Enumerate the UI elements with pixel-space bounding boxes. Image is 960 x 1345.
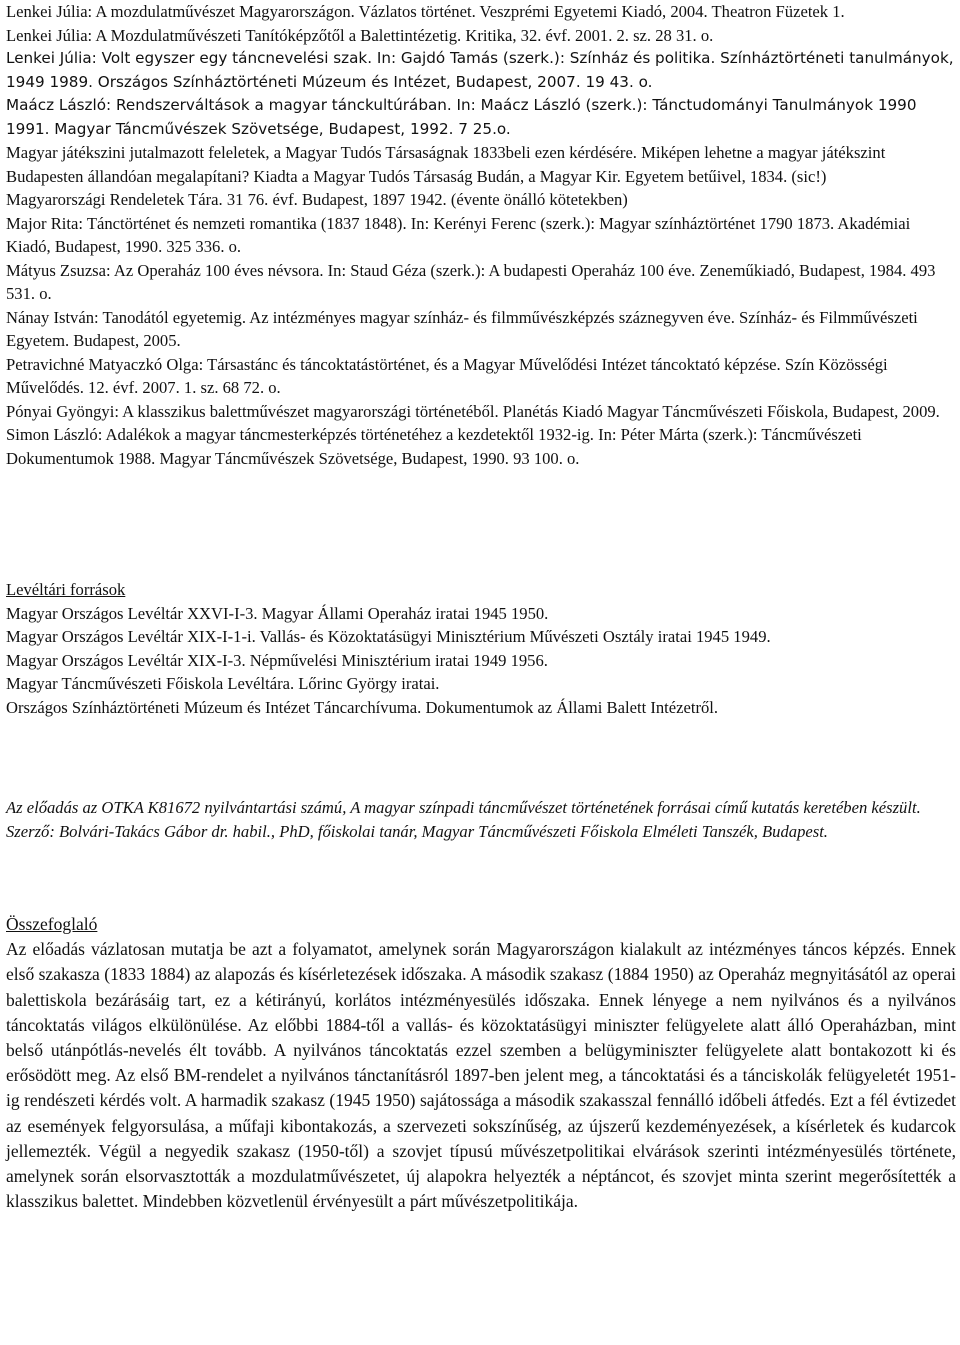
reference-entry: Major Rita: Tánctörténet és nemzeti romantika (1837 1848). In: Kerényi Ferenc (szerk.): Magyar színháztörténet 1790 1873. Akadémiai Kiadó, Budapest, 1990. 325 336. o. xyxy=(6,213,911,256)
archive-source-item: Országos Színháztörténeti Múzeum és Intézet Táncarchívuma. Dokumentumok az Állami Balett Intézetről. xyxy=(6,697,719,717)
reference-entry: Lenkei Júlia: Volt egyszer egy táncnevelési szak. In: Gajdó Tamás (szerk.): Színház és politika. Színháztörténeti tanulmányok, 1949 1989. Országos Színháztörténeti Múzeum és Intézet, Budapest, 2007. 19 43. o. xyxy=(6,49,954,91)
reference-entry: Magyarországi Rendeletek Tára. 31 76. évf. Budapest, 1897 1942. (évente önálló kötetekben) xyxy=(6,190,628,209)
archive-source-item: Magyar Országos Levéltár XIX-I-1-i. Vallás- és Közoktatásügyi Minisztérium Művészeti Osztály iratai 1945 1949. xyxy=(6,627,771,646)
summary-section xyxy=(6,912,956,1214)
acknowledgement-note: Az előadás az OTKA K81672 nyilvántartási számú, A magyar színpadi táncművészet történetének forrásai című kutatás keretében készült. Szerző: Bolvári-Takács Gábor dr. habil., PhD, főiskolai tanár, Magyar Táncművészeti Főiskola Elméleti Tanszék, Budapest. xyxy=(6,798,921,841)
reference-entry: Mátyus Zsuzsa: Az Operaház 100 éves névsora. In: Staud Géza (szerk.): A budapesti Operaház 100 éve. Zeneműkiadó, Budapest, 1984. 493 531. o. xyxy=(6,260,936,303)
archive-source-item: Magyar Országos Levéltár XIX-I-3. Népművelési Minisztérium iratai 1949 1956. xyxy=(6,650,548,670)
archive-sources-heading: Levéltári források xyxy=(6,580,126,599)
reference-entry: Lenkei Júlia: A Mozdulatművészeti Tanítóképzőtől a Balettintézetig. Kritika, 32. évf. 2001. 2. sz. 28 31. o. xyxy=(6,25,714,45)
summary-text: Az előadás vázlatosan mutatja be azt a folyamatot, amelynek során Magyarországon kialakult az intézményes táncos képzés. Ennek első szakasza (1833 1884) az alapozás és kísérletezések időszaka. A második szakasz (1884 1950) az Operaház megnyitásától az operai balettiskola bezárásáig tart, ez a kétirányú, korlátos intézményesülés időszaka. Ennek lényege a nem nyilvános és a nyilvános táncoktatás világos elkülönülése. Az előbbi 1884-től a vallás- és közoktatásügyi miniszter felügyelete alatt álló Operaházban, mint belső utánpótlás-nevelés élt tovább. A nyilvános táncoktatás ezzel szemben a belügyminiszter felügyelete alatt bontakozott ki és erősödött meg. Az első BM-rendelet a nyilvános tánctanításról 1897-ben jelent meg, a táncoktatási és a tánciskolák felügyeletét 1951-ig rendészeti kérdés volt. A harmadik szakasz (1945 1950) sajátossága a második szakasszal fennálló időbeli átfedés. Ezt a fél évtizedet az események felgyorsulása, a műfaji kibontakozás, a szervezeti sokszínűség, az újszerű kezdeményezések, a kísérletek és kudarcok jellemezték. Végül a negyedik szakasz (1950-től) a szovjet típusú művészetpolitikai elvárások szerinti intézményesülés története, amelynek során elsorvasztották a mozdulatművészetet, új alapokra helyezték a néptáncot, és szovjet minta szerint megerősítették a klasszikus balettet. Mindebben közvetlenül érvényesült a párt művészetpolitikája. xyxy=(6,939,956,1212)
reference-entry: Simon László: Adalékok a magyar táncmesterképzés történetéhez a kezdetektől 1932-ig. In: Péter Márta (szerk.): Táncművészeti Dokumentumok 1988. Magyar Táncművészek Szövetsége, Budapest, 1990. 93 100. o. xyxy=(6,425,862,468)
archive-sources-section xyxy=(6,578,956,719)
reference-entry: Lenkei Júlia: A mozdulatművészet Magyarországon. Vázlatos történet. Veszprémi Egyetemi Kiadó, 2004. Theatron Füzetek 1. xyxy=(6,2,845,21)
summary-heading: Összefoglaló xyxy=(6,914,98,934)
reference-list xyxy=(6,0,956,470)
reference-entry: Pónyai Gyöngyi: A klasszikus balettművészet magyarországi történetéből. Planétás Kiadó Magyar Táncművészeti Főiskola, Budapest, 2009. xyxy=(6,401,940,421)
archive-source-item: Magyar Országos Levéltár XXVI-I-3. Magyar Állami Operaház iratai 1945 1950. xyxy=(6,603,549,623)
reference-entry: Magyar játékszini jutalmazott feleletek, a Magyar Tudós Társaságnak 1833beli ezen kérdésére. Miképen lehetne a magyar játékszint Budapesten állandóan megalapítani? Kiadta a Magyar Tudós Társaság Budán, a Magyar Kir. Egyetem betűivel, 1834. (sic!) xyxy=(6,143,886,186)
reference-entry: Petravichné Matyaczkó Olga: Társastánc és táncoktatástörténet, és a Magyar Művelődési Intézet táncoktató képzése. Szín Közösségi Művelődés. 12. évf. 2007. 1. sz. 68 72. o. xyxy=(6,354,888,397)
reference-entry: Nánay István: Tanodától egyetemig. Az intézményes magyar színház- és filmművészképzés száznegyven éve. Színház- és Filmművészeti Egyetem. Budapest, 2005. xyxy=(6,307,918,350)
reference-entry: Maácz László: Rendszerváltások a magyar tánckultúrában. In: Maácz László (szerk.): Tánctudományi Tanulmányok 1990 1991. Magyar Táncművészek Szövetsége, Budapest, 1992. 7 25.o. xyxy=(6,96,917,138)
archive-source-item: Magyar Táncművészeti Főiskola Levéltára. Lőrinc György iratai. xyxy=(6,674,440,693)
